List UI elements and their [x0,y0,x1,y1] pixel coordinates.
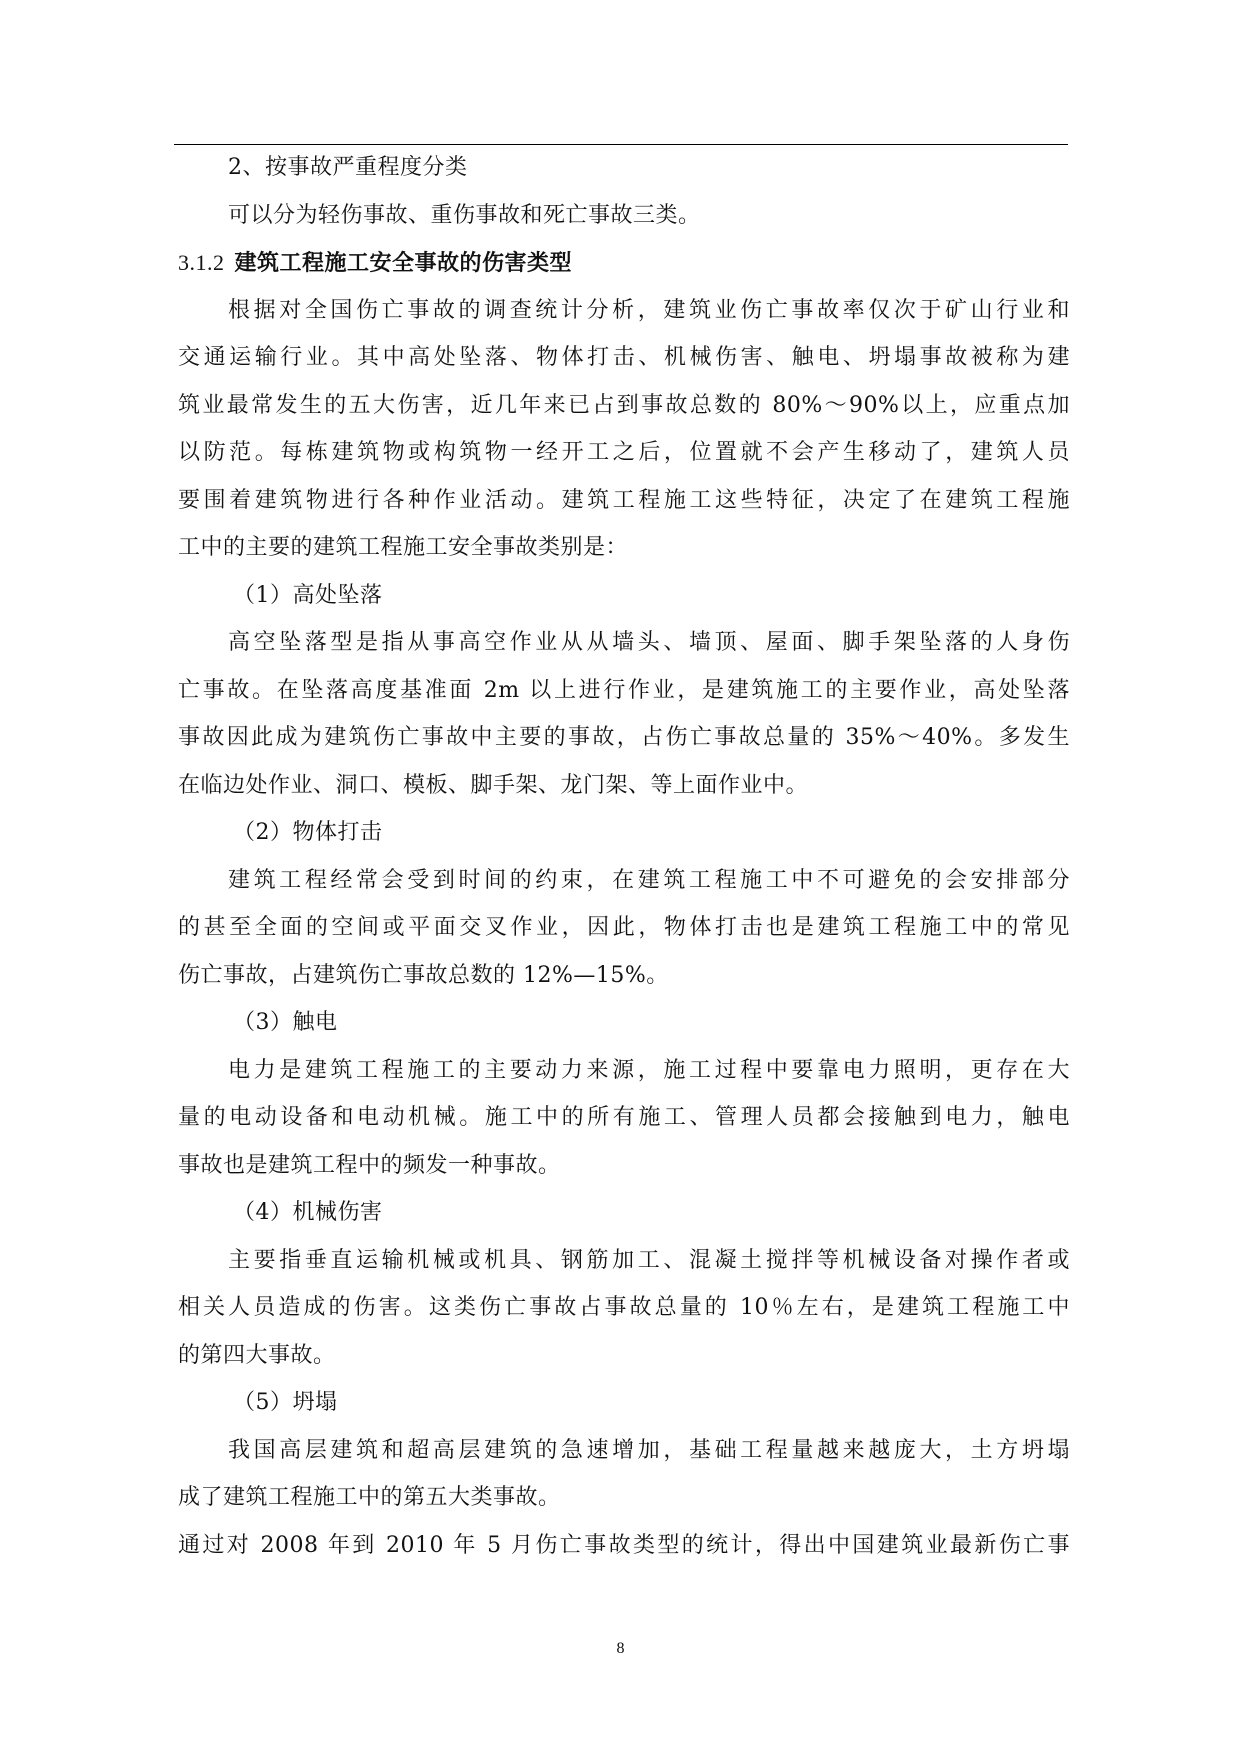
paragraph-line: 伤亡事故，占建筑伤亡事故总数的 12%—15%。 [178,962,669,988]
paragraph-line: 筑业最常发生的五大伤害，近几年来已占到事故总数的 80%～90%以上，应重点加 [178,392,1070,418]
section-heading [178,239,1070,287]
paragraph-line: 我国高层建筑和超高层建筑的急速增加，基础工程量越来越庞大，土方坍塌 [228,1437,1070,1463]
section-title: 建筑工程施工安全事故的伤害类型 [234,251,573,276]
paragraph-line: 亡事故。在坠落高度基准面 2m 以上进行作业，是建筑施工的主要作业，高处坠落 [178,677,1070,703]
item-heading: （2）物体打击 [233,820,383,845]
paragraph-line: 事故也是建筑工程中的频发一种事故。 [178,1152,561,1178]
paragraph-line: 在临边处作业、洞口、模板、脚手架、龙门架、等上面作业中。 [178,772,809,798]
paragraph-line: 相关人员造成的伤害。这类伤亡事故占事故总量的 10％左右，是建筑工程施工中 [178,1295,1070,1320]
paragraph-line: 电力是建筑工程施工的主要动力来源，施工过程中要靠电力照明，更存在大 [228,1057,1070,1083]
paragraph-line: 的第四大事故。 [178,1342,336,1368]
paragraph-line: 的甚至全面的空间或平面交叉作业，因此，物体打击也是建筑工程施工中的常见 [178,915,1070,940]
paragraph-line: 成了建筑工程施工中的第五大类事故。 [178,1485,561,1510]
paragraph-line: 建筑工程经常会受到时间的约束，在建筑工程施工中不可避免的会安排部分 [228,867,1070,893]
paragraph-line: 主要指垂直运输机械或机具、钢筋加工、混凝土搅拌等机械设备对操作者或 [228,1247,1070,1273]
subheading: 2、按事故严重程度分类 [228,155,468,180]
document-body [178,144,1070,1569]
paragraph-line: 交通运输行业。其中高处坠落、物体打击、机械伤害、触电、坍塌事故被称为建 [178,345,1070,370]
item-heading: （4）机械伤害 [233,1200,383,1225]
paragraph-line: 以防范。每栋建筑物或构筑物一经开工之后，位置就不会产生移动了，建筑人员 [178,440,1070,465]
item-heading: （1）高处坠落 [233,582,383,608]
paragraph-line: 通过对 2008 年到 2010 年 5 月伤亡事故类型的统计，得出中国建筑业最新伤亡事 [178,1532,1070,1558]
paragraph-line: 要围着建筑物进行各种作业活动。建筑工程施工这些特征，决定了在建筑工程施 [178,487,1070,513]
item-heading: （3）触电 [233,1010,338,1035]
paragraph-line: 高空坠落型是指从事高空作业从从墙头、墙顶、屋面、脚手架坠落的人身伤 [228,630,1070,655]
paragraph-line: 工中的主要的建筑工程施工安全事故类别是： [178,535,629,560]
section-number: 3.1.2 [178,250,225,275]
paragraph-line: 根据对全国伤亡事故的调查统计分析，建筑业伤亡事故率仅次于矿山行业和 [228,297,1070,323]
page-number: 8 [616,1640,625,1657]
paragraph-line: 事故因此成为建筑伤亡事故中主要的事故，占伤亡事故总量的 35%～40%。多发生 [178,725,1070,750]
paragraph-line: 量的电动设备和电动机械。施工中的所有施工、管理人员都会接触到电力，触电 [178,1105,1070,1130]
item-heading: （5）坍塌 [233,1390,338,1415]
paragraph-line: 可以分为轻伤事故、重伤事故和死亡事故三类。 [228,202,701,228]
